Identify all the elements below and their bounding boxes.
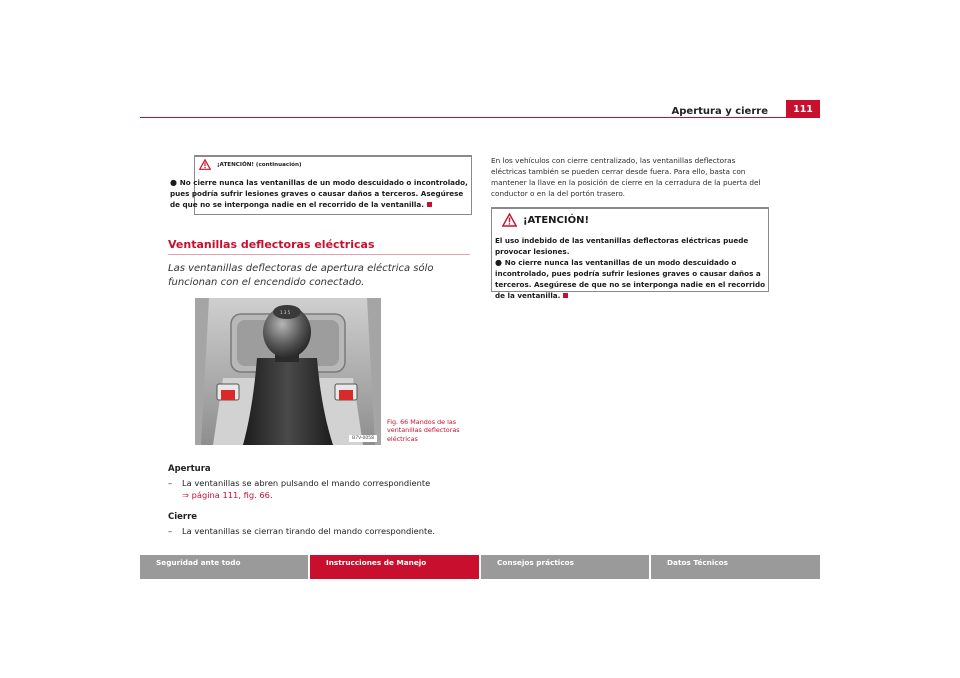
footer-tab-instrucciones[interactable]: Instrucciones de Manejo xyxy=(310,555,479,579)
page-title: Apertura y cierre xyxy=(671,106,768,117)
footer-tab-seguridad[interactable]: Seguridad ante todo xyxy=(140,555,308,579)
warning-triangle-icon xyxy=(502,213,517,227)
warning-text: El uso indebido de las ventanillas deflectoras eléctricas puede provocar lesiones. ● No cierre nunca las ventanillas de un modo descuidado o incontrolado, pues podría sufrir lesiones graves o causar daños a terceros. Asegúrese de que no se interponga nadie en el recorrido de la ventanilla. xyxy=(495,236,766,300)
subheading-cierre: Cierre xyxy=(168,512,198,522)
step-open xyxy=(168,477,470,503)
step-close xyxy=(168,525,470,539)
warning-title-row xyxy=(199,159,302,170)
bullet-icon: ● xyxy=(495,258,505,267)
page-number: 111 xyxy=(786,100,820,118)
warning-title: ¡ATENCIÓN! xyxy=(523,214,590,226)
figure-deflector-controls xyxy=(195,298,381,445)
step-close-text: La ventanillas se cierran tirando del mando correspondiente. xyxy=(182,526,435,536)
warning-title: ¡ATENCIÓN! (continuación) xyxy=(217,161,302,168)
figure-code: B7V-0058 xyxy=(349,435,377,442)
figure-caption: Fig. 66 Mandos de las ventanillas deflectoras eléctricas xyxy=(387,418,460,443)
end-mark-icon xyxy=(427,202,432,207)
warning-box xyxy=(491,207,769,300)
warning-title-row xyxy=(502,213,589,227)
bullet-icon: ● xyxy=(170,178,180,187)
end-mark-icon xyxy=(563,293,568,298)
footer-tab-consejos[interactable]: Consejos prácticos xyxy=(481,555,649,579)
page-reference-link[interactable]: ⇒ página 111, fig. 66 xyxy=(182,490,270,500)
right-paragraph: En los vehículos con cierre centralizado, las ventanillas deflectoras eléctricas también se pueden cerrar desde fuera. Para ello, basta con mantener la llave en la posición de cierre en la cerradura de la puerta del conductor o en la del portón trasero. xyxy=(491,156,761,198)
warning-box-continued xyxy=(170,155,472,215)
gear-knob-illustration xyxy=(195,298,381,445)
dash: – xyxy=(168,526,173,536)
header-rule xyxy=(140,117,820,118)
warning-triangle-icon xyxy=(199,159,211,170)
svg-text:1 3 5: 1 3 5 xyxy=(280,310,291,315)
section-rule xyxy=(168,254,470,255)
dash: – xyxy=(168,478,173,488)
subheading-apertura: Apertura xyxy=(168,464,211,474)
section-intro: Las ventanillas deflectoras de apertura eléctrica sólo funcionan con el encendido conectado. xyxy=(168,263,434,288)
section-heading: Ventanillas deflectoras eléctricas xyxy=(168,238,375,251)
warning-text: ● No cierre nunca las ventanillas de un modo descuidado o incontrolado, pues podría sufrir lesiones graves o causar daños a terceros. Asegúrese de que no se interponga nadie en el recorrido de la ventanilla. xyxy=(170,178,468,209)
step-open-text: La ventanillas se abren pulsando el mando correspondiente ⇒ página 111, fig. 66. xyxy=(182,478,431,500)
footer-tab-datos[interactable]: Datos Técnicos xyxy=(651,555,820,579)
